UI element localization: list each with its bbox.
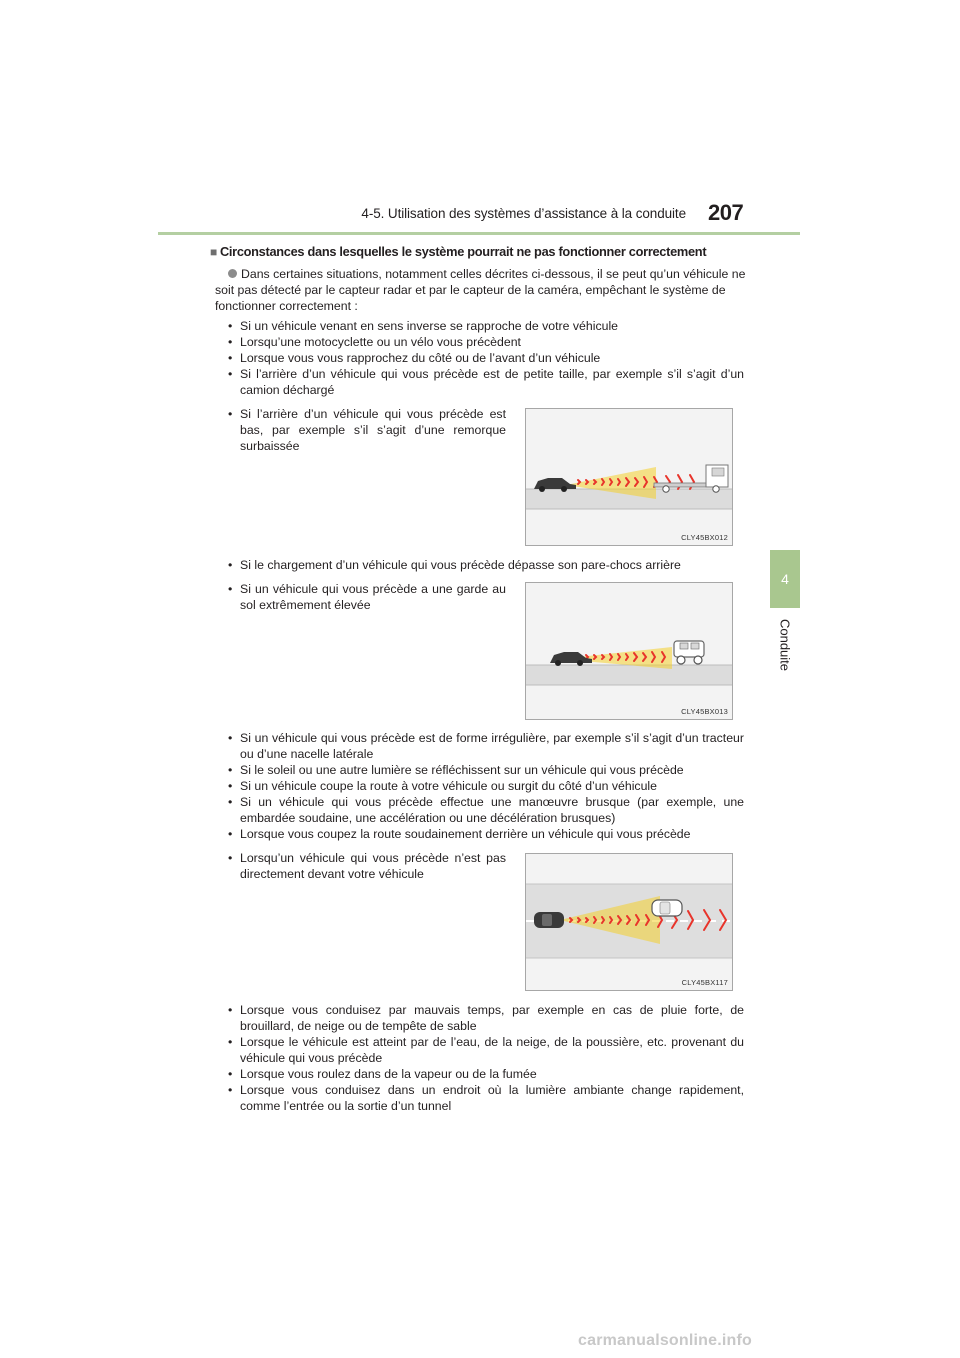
square-bullet-icon: ■ — [210, 245, 217, 259]
watermark: carmanualsonline.info — [578, 1332, 753, 1349]
condition-list-fig2 — [228, 581, 506, 613]
offset-vehicle-illustration — [526, 854, 732, 990]
condition-list-fig3 — [228, 850, 506, 882]
figure-high-clearance — [525, 582, 733, 720]
intro-paragraph — [215, 266, 748, 314]
chapter-tab-label: Conduite — [777, 618, 793, 672]
list-item: • Lorsque le véhicule est atteint par de l’eau, de la neige, de la poussière, etc. provenant du véhicule qui vous précède — [228, 1034, 744, 1066]
list-item: • Lorsque vous roulez dans de la vapeur ou de la fumée — [228, 1066, 744, 1082]
list-item: • Si un véhicule qui vous précède est de forme irrégulière, par exemple s’il s’agit d’un tracteur ou d’une nacelle latérale — [228, 730, 744, 762]
condition-list-fig1 — [228, 406, 506, 454]
chapter-title: 4-5. Utilisation des systèmes d’assistance à la conduite — [361, 206, 686, 221]
list-item: • Si un véhicule venant en sens inverse se rapproche de votre véhicule — [228, 318, 744, 334]
list-item: • Si l’arrière d’un véhicule qui vous précède est bas, par exemple s’il s’agit d’une remorque surbaissée — [228, 406, 506, 454]
page-number: 207 — [708, 200, 744, 225]
low-trailer-illustration — [526, 409, 732, 545]
figure-code: CLY45BX117 — [681, 978, 728, 987]
chapter-tab: 4 — [770, 550, 800, 608]
figure-low-trailer — [525, 408, 733, 546]
list-item: • Lorsque vous vous rapprochez du côté ou de l’avant d’un véhicule — [228, 350, 744, 366]
intro-text: Dans certaines situations, notamment celles décrites ci-dessous, il se peut qu’un véhicule ne soit pas détecté par le capteur radar et par le capteur de la caméra, empêchant le système de fonctionner correctement : — [215, 267, 746, 313]
list-item: • Si un véhicule qui vous précède effectue une manœuvre brusque (par exemple, une embardée soudaine, une accélération ou une décélération brusques) — [228, 794, 744, 826]
figure-code: CLY45BX013 — [681, 707, 728, 716]
circle-bullet-icon — [228, 269, 237, 278]
condition-list-c — [228, 730, 744, 842]
list-item: • Si l’arrière d’un véhicule qui vous précède est de petite taille, par exemple s’il s’agit d’un camion déchargé — [228, 366, 744, 398]
list-item: • Si le soleil ou une autre lumière se réfléchissent sur un véhicule qui vous précède — [228, 762, 744, 778]
section-heading — [210, 244, 770, 259]
condition-list-a — [228, 318, 744, 398]
figure-offset-vehicle — [525, 853, 733, 991]
figure-code: CLY45BX012 — [681, 533, 728, 542]
list-item: • Si le chargement d’un véhicule qui vous précède dépasse son pare-chocs arrière — [228, 557, 744, 573]
list-item: • Lorsqu’une motocyclette ou un vélo vous précèdent — [228, 334, 744, 350]
list-item: • Si un véhicule qui vous précède a une garde au sol extrêmement élevée — [228, 581, 506, 613]
list-item: • Lorsque vous conduisez dans un endroit où la lumière ambiante change rapidement, comme l’entrée ou la sortie d’un tunnel — [228, 1082, 744, 1114]
condition-list-d — [228, 1002, 744, 1114]
list-item: • Si un véhicule coupe la route à votre véhicule ou surgit du côté d’un véhicule — [228, 778, 744, 794]
list-item: • Lorsque vous coupez la route soudainement derrière un véhicule qui vous précède — [228, 826, 744, 842]
high-clearance-illustration — [526, 583, 732, 719]
section-heading-text: Circonstances dans lesquelles le système pourrait ne pas fonctionner correctement — [219, 244, 707, 259]
header-rule — [158, 232, 800, 235]
list-item: • Lorsque vous conduisez par mauvais temps, par exemple en cas de pluie forte, de brouillard, de neige ou de tempête de sable — [228, 1002, 744, 1034]
list-item: • Lorsqu’un véhicule qui vous précède n’est pas directement devant votre véhicule — [228, 850, 506, 882]
condition-list-b — [228, 557, 744, 573]
